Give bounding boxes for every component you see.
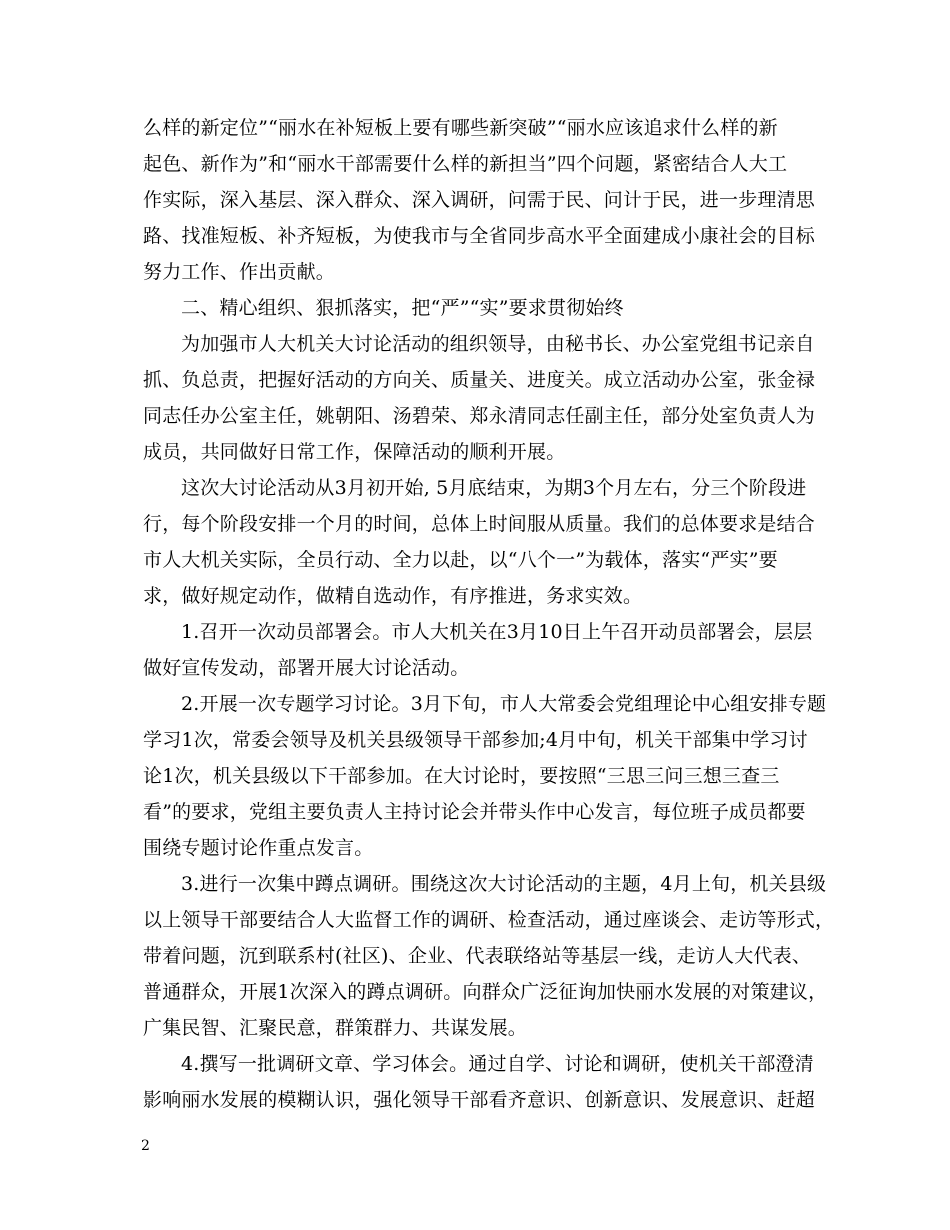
text-line: 做好宣传发动，部署开展大讨论活动。 <box>143 657 470 679</box>
page-number: 2 <box>141 1138 150 1154</box>
text-line: 起色、新作为”和“丽水干部需要什么样的新担当”四个问题，紧密结合人大工 <box>143 153 788 175</box>
text-line: 看”的要求，党组主要负责人主持讨论会并带头作中心发言，每位班子成员都要 <box>143 801 806 823</box>
text-line: 作实际，深入基层、深入群众、深入调研，问需于民、问计于民，进一步理清思 <box>143 189 816 211</box>
text-line: 3.进行一次集中蹲点调研。围绕这次大讨论活动的主题，4月上旬，机关县级 <box>181 873 827 895</box>
text-line: 么样的新定位”“丽水在补短板上要有哪些新突破”“丽水应该追求什么样的新 <box>143 117 778 139</box>
text-line: 努力工作、作出贡献。 <box>143 261 336 283</box>
section-heading: 二、精心组织、狠抓落实，把“严”“实”要求贯彻始终 <box>181 297 624 319</box>
text-line: 求，做好规定动作，做精自选动作，有序推进，务求实效。 <box>143 585 643 607</box>
text-line: 普通群众，开展1次深入的蹲点调研。向群众广泛征询加快丽水发展的对策建议， <box>143 981 828 1003</box>
text-line: 广集民智、汇聚民意，群策群力、共谋发展。 <box>143 1017 528 1039</box>
text-line: 4.撰写一批调研文章、学习体会。通过自学、讨论和调研，使机关干部澄清 <box>181 1053 814 1075</box>
text-line: 学习1次，常委会领导及机关县级领导干部参加;4月中旬，机关干部集中学习讨 <box>143 729 808 751</box>
text-line: 市人大机关实际，全员行动、全力以赴，以“八个一”为载体，落实“严实”要 <box>143 549 778 571</box>
text-line: 这次大讨论活动从3月初开始, 5月底结束，为期3个月左右，分三个阶段进 <box>181 477 807 499</box>
text-line: 论1次，机关县级以下干部参加。在大讨论时，要按照“三思三问三想三查三 <box>143 765 780 787</box>
text-line: 围绕专题讨论作重点发言。 <box>143 837 374 859</box>
text-line: 以上领导干部要结合人大监督工作的调研、检查活动，通过座谈会、走访等形式， <box>143 909 835 931</box>
text-line: 为加强市人大机关大讨论活动的组织领导，由秘书长、办公室党组书记亲自 <box>181 333 815 355</box>
text-line: 行，每个阶段安排一个月的时间，总体上时间服从质量。我们的总体要求是结合 <box>143 513 816 535</box>
text-line: 带着问题，沉到联系村(社区)、企业、代表联络站等基层一线，走访人大代表、 <box>143 945 812 967</box>
text-line: 影响丽水发展的模糊认识，强化领导干部看齐意识、创新意识、发展意识、赶超 <box>143 1089 816 1111</box>
text-line: 成员，共同做好日常工作，保障活动的顺利开展。 <box>143 441 566 463</box>
text-line: 同志任办公室主任，姚朝阳、汤碧荣、郑永清同志任副主任，部分处室负责人为 <box>143 405 816 427</box>
text-line: 1.召开一次动员部署会。市人大机关在3月10日上午召开动员部署会，层层 <box>181 621 813 643</box>
text-line: 抓、负总责，把握好活动的方向关、质量关、进度关。成立活动办公室，张金禄 <box>143 369 816 391</box>
text-line: 2.开展一次专题学习讨论。3月下旬，市人大常委会党组理论中心组安排专题 <box>181 693 827 715</box>
text-line: 路、找准短板、补齐短板，为使我市与全省同步高水平全面建成小康社会的目标 <box>143 225 816 247</box>
